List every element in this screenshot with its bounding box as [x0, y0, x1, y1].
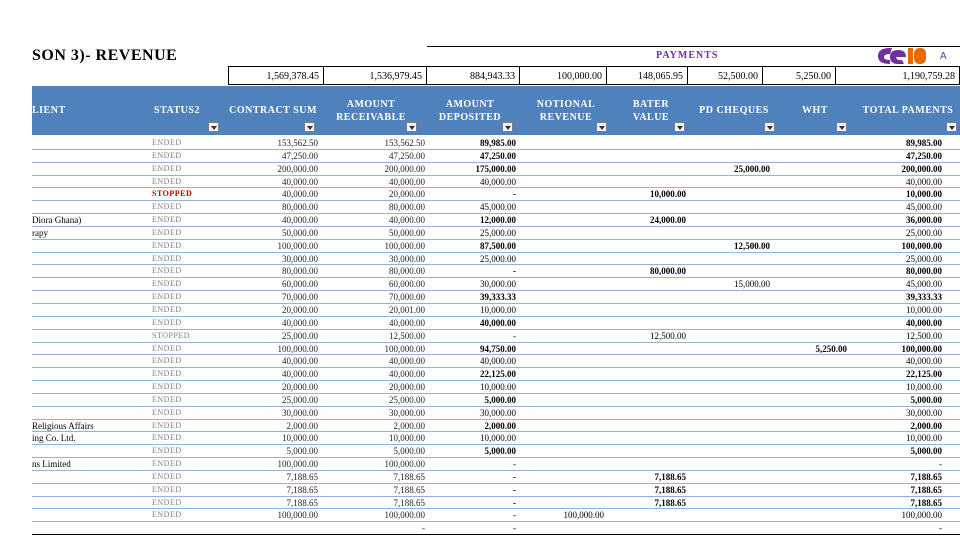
sheet-title: SON 3)- REVENUE [32, 47, 178, 64]
cell-receivable: 40,000.00 [389, 317, 425, 328]
cell-receivable: 80,000.00 [389, 202, 425, 213]
filter-dropdown-button[interactable] [208, 122, 219, 132]
cell-status: ENDED [152, 304, 182, 314]
cell-status: ENDED [152, 202, 182, 212]
cell-contract: 7,188.65 [286, 484, 318, 495]
cell-total: 40,000.00 [906, 356, 942, 367]
cell-status: ENDED [152, 163, 182, 173]
cell-status: ENDED [152, 227, 182, 237]
table-row[interactable] [32, 445, 960, 458]
cell-status: ENDED [152, 510, 182, 520]
table-row[interactable] [32, 150, 960, 163]
total-cell: 148,065.95 [607, 66, 688, 85]
cell-status: ENDED [152, 369, 182, 379]
cell-deposited: 5,000.00 [484, 446, 516, 457]
cell-total: - [939, 523, 942, 534]
cell-receivable: 5,000.00 [393, 446, 425, 457]
cell-contract: 100,000.00 [277, 459, 318, 470]
cell-deposited: - [513, 330, 516, 341]
cell-status: ENDED [152, 446, 182, 456]
cell-deposited: - [513, 484, 516, 495]
cell-receivable: 100,000.00 [384, 240, 425, 251]
cell-total: 7,188.65 [910, 484, 942, 495]
cell-total: 100,000.00 [901, 240, 942, 251]
cell-contract: 40,000.00 [282, 369, 318, 380]
cell-deposited: 12,000.00 [480, 215, 516, 226]
cell-deposited: - [513, 523, 516, 534]
cell-contract: 47,250.00 [282, 150, 318, 161]
table-row[interactable] [32, 458, 960, 471]
cell-status: ENDED [152, 382, 182, 392]
table-row[interactable] [32, 484, 960, 497]
cell-total: 7,188.65 [910, 497, 942, 508]
cell-receivable: 12,500.00 [389, 330, 425, 341]
cell-client: ing Co. Ltd. [32, 433, 76, 444]
cell-deposited: 47,250.00 [480, 150, 516, 161]
cell-deposited: - [513, 510, 516, 521]
cell-status: STOPPED [152, 189, 193, 199]
cell-receivable: 47,250.00 [389, 150, 425, 161]
column-header-label: TOTAL PAMENTS [862, 105, 954, 116]
filter-dropdown-button[interactable] [764, 122, 775, 132]
cell-contract: 80,000.00 [282, 266, 318, 277]
cell-receivable: 100,000.00 [384, 459, 425, 470]
table-row[interactable] [32, 291, 960, 304]
cell-pd: 25,000.00 [734, 163, 770, 174]
cell-total: 47,250.00 [906, 150, 942, 161]
table-row[interactable] [32, 407, 960, 420]
cell-receivable: 25,000.00 [389, 394, 425, 405]
total-cell: 100,000.00 [520, 66, 607, 85]
cell-total: 40,000.00 [906, 176, 942, 187]
table-row[interactable] [32, 227, 960, 240]
cell-status: ENDED [152, 176, 182, 186]
cell-status: ENDED [152, 459, 182, 469]
cell-contract: 50,000.00 [282, 227, 318, 238]
cell-receivable: 7,188.65 [393, 471, 425, 482]
cell-total: 100,000.00 [901, 510, 942, 521]
cell-contract: 70,000.00 [282, 292, 318, 303]
cell-contract: 100,000.00 [277, 343, 318, 354]
filter-dropdown-button[interactable] [836, 122, 847, 132]
cell-total: 10,000.00 [906, 382, 942, 393]
cell-status: ENDED [152, 266, 182, 276]
cell-receivable: 40,000.00 [389, 369, 425, 380]
cell-status: ENDED [152, 150, 182, 160]
cell-receivable: 10,000.00 [389, 433, 425, 444]
table-row[interactable] [32, 343, 960, 356]
cell-receivable: 153,562.50 [384, 138, 425, 148]
cell-barter: 24,000.00 [650, 215, 686, 226]
cell-contract: 60,000.00 [282, 279, 318, 290]
table-row[interactable] [32, 163, 960, 176]
total-cell: 1,190,759.28 [836, 66, 960, 85]
cell-status: ENDED [152, 215, 182, 225]
cell-deposited: - [513, 189, 516, 200]
cell-total: 5,000.00 [910, 446, 942, 457]
table-row[interactable] [32, 381, 960, 394]
cell-receivable: 100,000.00 [384, 343, 425, 354]
cell-deposited: 39,333.33 [480, 292, 516, 303]
table-row[interactable] [32, 420, 960, 433]
filter-dropdown-button[interactable] [674, 122, 685, 132]
cell-contract: 25,000.00 [282, 394, 318, 405]
cell-contract: 40,000.00 [282, 215, 318, 226]
cell-total: 22,125.00 [906, 369, 942, 380]
cell-total: 45,000.00 [906, 202, 942, 213]
cell-total: 5,000.00 [910, 394, 942, 405]
table-row[interactable] [32, 471, 960, 484]
cell-deposited: 89,985.00 [480, 138, 516, 148]
table-row[interactable] [32, 509, 960, 522]
cell-receivable: 30,000.00 [389, 253, 425, 264]
cell-pd: 15,000.00 [734, 279, 770, 290]
cell-total: 39,333.33 [906, 292, 942, 303]
table-row[interactable] [32, 253, 960, 266]
cell-total: 45,000.00 [906, 279, 942, 290]
table-row[interactable] [32, 176, 960, 189]
cell-receivable: 20,001.00 [389, 304, 425, 315]
cell-deposited: 87,500.00 [480, 240, 516, 251]
column-header-label: AMOUNT RECEIVABLE [336, 98, 406, 123]
filter-dropdown-button[interactable] [502, 122, 513, 132]
cell-contract: 30,000.00 [282, 407, 318, 418]
column-header-label: NOTIONAL REVENUE [536, 98, 596, 123]
cell-deposited: 5,000.00 [484, 394, 516, 405]
cell-total: 80,000.00 [906, 266, 942, 277]
filter-dropdown-button[interactable] [596, 122, 607, 132]
cell-total: 12,500.00 [906, 330, 942, 341]
cell-deposited: 22,125.00 [480, 369, 516, 380]
column-header [856, 86, 960, 135]
cell-contract: 5,000.00 [286, 446, 318, 457]
total-cell: 884,943.33 [427, 66, 520, 85]
cell-status: ENDED [152, 433, 182, 443]
filter-dropdown-button[interactable] [406, 122, 417, 132]
cell-barter: 7,188.65 [654, 497, 686, 508]
cell-receivable: 70,000.00 [389, 292, 425, 303]
cell-contract: 200,000.00 [277, 163, 318, 174]
payments-label: PAYMENTS [656, 50, 719, 61]
cell-deposited: 30,000.00 [480, 279, 516, 290]
cell-deposited: 10,000.00 [480, 304, 516, 315]
company-logo [876, 44, 960, 66]
cell-contract: 7,188.65 [286, 497, 318, 508]
cell-contract: 40,000.00 [282, 356, 318, 367]
cell-status: STOPPED [152, 330, 191, 340]
cell-status: ENDED [152, 497, 182, 507]
cell-client: rapy [32, 227, 48, 238]
cell-total: 10,000.00 [906, 189, 942, 200]
cell-client: Diora Ghana) [32, 215, 82, 226]
cell-receivable: 20,000.00 [389, 189, 425, 200]
cell-total: 10,000.00 [906, 304, 942, 315]
cell-status: ENDED [152, 317, 182, 327]
cell-deposited: 40,000.00 [480, 356, 516, 367]
cell-client: ns Limited [32, 459, 71, 470]
cell-receivable: 40,000.00 [389, 215, 425, 226]
cell-total: 2,000.00 [910, 420, 942, 431]
filter-dropdown-button[interactable] [304, 122, 315, 132]
cell-barter: 7,188.65 [654, 484, 686, 495]
column-header-label: STATUS2 [154, 105, 200, 116]
cell-contract: 2,000.00 [286, 420, 318, 431]
column-header-label: PD CHEQUES [699, 105, 769, 116]
cell-deposited: - [513, 471, 516, 482]
column-header-label: CONTRACT SUM [229, 105, 317, 116]
column-header [32, 86, 120, 135]
cell-status: ENDED [152, 394, 182, 404]
cell-contract: 25,000.00 [282, 330, 318, 341]
cell-deposited: - [513, 459, 516, 470]
cell-status: ENDED [152, 484, 182, 494]
cell-contract: 153,562.50 [277, 138, 318, 148]
cell-receivable: 40,000.00 [389, 356, 425, 367]
cell-receivable: 7,188.65 [393, 484, 425, 495]
cell-client: Religious Affairs [32, 420, 94, 431]
cell-receivable: 80,000.00 [389, 266, 425, 277]
cell-total: 36,000.00 [906, 215, 942, 226]
cell-status: ENDED [152, 420, 182, 430]
cell-receivable: 30,000.00 [389, 407, 425, 418]
table-row[interactable] [32, 304, 960, 317]
cell-deposited: 40,000.00 [480, 317, 516, 328]
cell-deposited: 10,000.00 [480, 382, 516, 393]
cell-total: 25,000.00 [906, 253, 942, 264]
cell-notional: 100,000.00 [563, 510, 604, 521]
logo-text: A [940, 51, 947, 62]
table-row[interactable] [32, 330, 960, 343]
column-header-label: LIENT [32, 105, 66, 116]
total-cell: 1,536,979.45 [324, 66, 427, 85]
cell-total: 25,000.00 [906, 227, 942, 238]
table-row[interactable] [32, 368, 960, 381]
cell-contract: 100,000.00 [277, 240, 318, 251]
cell-deposited: - [513, 266, 516, 277]
cell-receivable: 2,000.00 [393, 420, 425, 431]
totals-row [0, 66, 960, 85]
cell-receivable: 50,000.00 [389, 227, 425, 238]
cell-deposited: 2,000.00 [484, 420, 516, 431]
cell-barter: 80,000.00 [650, 266, 686, 277]
cell-contract: 30,000.00 [282, 253, 318, 264]
cell-total: - [939, 459, 942, 470]
table-row[interactable] [32, 240, 960, 253]
cell-contract: 20,000.00 [282, 304, 318, 315]
cell-status: ENDED [152, 240, 182, 250]
cell-status: ENDED [152, 279, 182, 289]
cell-barter: 7,188.65 [654, 471, 686, 482]
filter-dropdown-button[interactable] [946, 122, 957, 132]
cell-receivable: 40,000.00 [389, 176, 425, 187]
cell-status: ENDED [152, 343, 182, 353]
cell-deposited: 25,000.00 [480, 253, 516, 264]
cell-deposited: 25,000.00 [480, 227, 516, 238]
cell-contract: 40,000.00 [282, 317, 318, 328]
cell-barter: 12,500.00 [650, 330, 686, 341]
cell-deposited: 94,750.00 [480, 343, 516, 354]
cell-contract: 100,000.00 [277, 510, 318, 521]
cell-total: 100,000.00 [901, 343, 942, 354]
cell-total: 30,000.00 [906, 407, 942, 418]
cell-pd: 12,500.00 [734, 240, 770, 251]
cell-deposited: 10,000.00 [480, 433, 516, 444]
cell-deposited: 175,000.00 [475, 163, 516, 174]
cell-receivable: 7,188.65 [393, 497, 425, 508]
table-row[interactable] [32, 188, 960, 201]
table-row[interactable] [32, 355, 960, 368]
cell-total: 7,188.65 [910, 471, 942, 482]
column-header-label: BATER VALUE [632, 98, 670, 123]
cell-status: ENDED [152, 407, 182, 417]
cell-contract: 20,000.00 [282, 382, 318, 393]
cell-barter: 10,000.00 [650, 189, 686, 200]
cell-contract: 40,000.00 [282, 189, 318, 200]
table-row[interactable] [32, 317, 960, 330]
cell-contract: 80,000.00 [282, 202, 318, 213]
cell-wht: 5,250.00 [815, 343, 847, 354]
cell-receivable: - [422, 523, 425, 534]
cell-status: ENDED [152, 471, 182, 481]
cell-total: 40,000.00 [906, 317, 942, 328]
table-row[interactable] [32, 394, 960, 407]
table-row[interactable] [32, 278, 960, 291]
cell-deposited: 30,000.00 [480, 407, 516, 418]
table-bottom-border [32, 534, 960, 535]
column-header-label: AMOUNT DEPOSITED [438, 98, 502, 123]
cell-receivable: 200,000.00 [384, 163, 425, 174]
column-header-row [32, 86, 960, 135]
total-cell: 1,569,378.45 [228, 66, 324, 85]
cell-deposited: 45,000.00 [480, 202, 516, 213]
cell-total: 10,000.00 [906, 433, 942, 444]
cell-deposited: - [513, 497, 516, 508]
cell-status: ENDED [152, 253, 182, 263]
cell-total: 200,000.00 [901, 163, 942, 174]
table-row[interactable] [32, 214, 960, 227]
table-row[interactable] [32, 432, 960, 445]
cell-deposited: 40,000.00 [480, 176, 516, 187]
table-row[interactable] [32, 137, 960, 150]
cell-receivable: 20,000.00 [389, 382, 425, 393]
cell-total: 89,985.00 [906, 138, 942, 148]
cell-status: ENDED [152, 292, 182, 302]
cell-contract: 7,188.65 [286, 471, 318, 482]
table-row[interactable] [32, 497, 960, 510]
total-cell: 52,500.00 [688, 66, 763, 85]
table-row[interactable] [32, 201, 960, 214]
total-cell: 5,250.00 [763, 66, 836, 85]
table-row[interactable] [32, 265, 960, 278]
cell-receivable: 60,000.00 [389, 279, 425, 290]
cell-contract: 10,000.00 [282, 433, 318, 444]
cell-status: ENDED [152, 356, 182, 366]
cell-receivable: 100,000.00 [384, 510, 425, 521]
data-table [32, 137, 960, 535]
column-header-label: WHT [802, 105, 828, 116]
cell-status: ENDED [152, 138, 182, 147]
cell-contract: 40,000.00 [282, 176, 318, 187]
